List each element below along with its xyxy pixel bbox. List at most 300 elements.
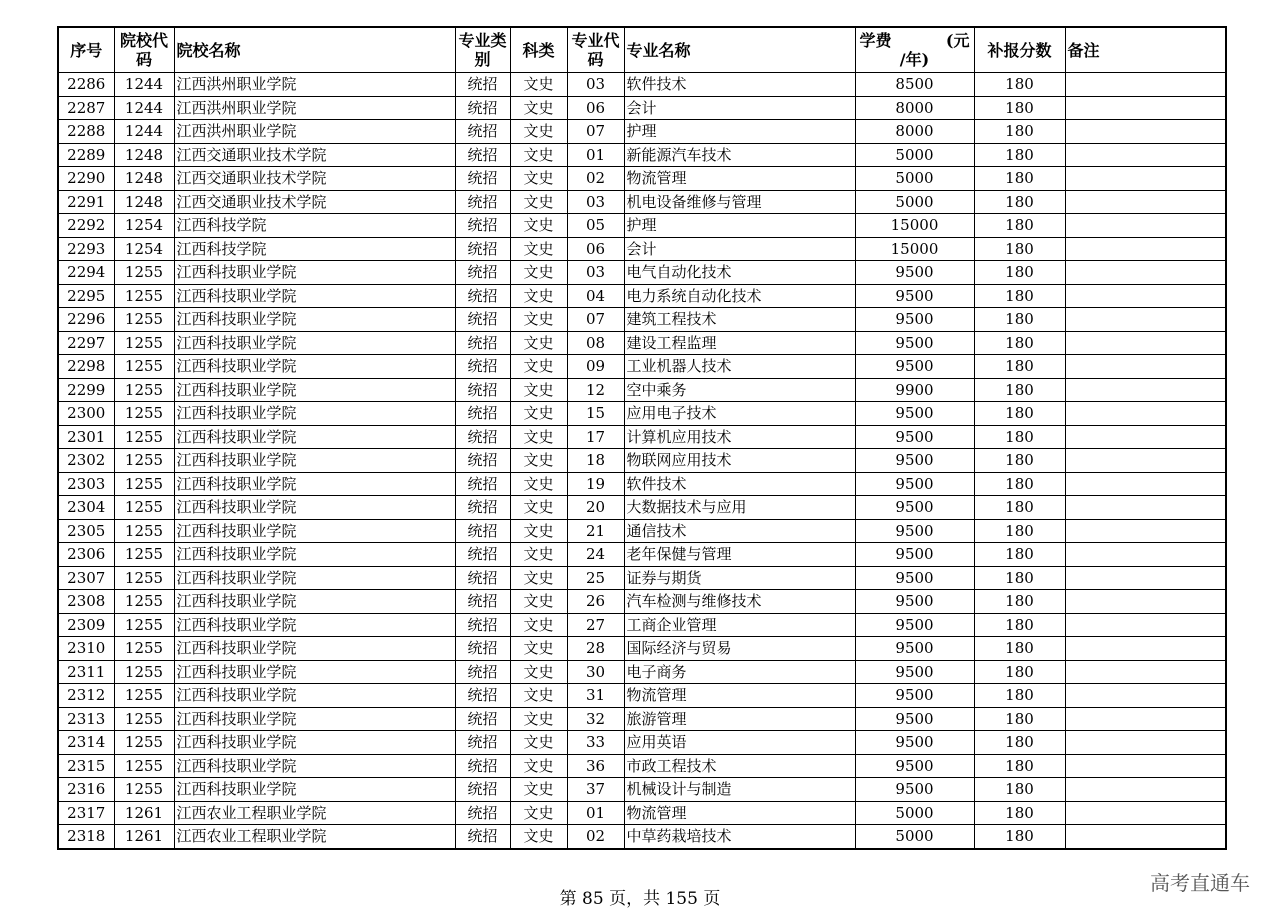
cell-major-type: 统招: [455, 284, 510, 308]
cell-major-code: 03: [567, 261, 624, 285]
cell-major-code: 17: [567, 425, 624, 449]
cell-fee: 9500: [855, 284, 974, 308]
cell-note: [1065, 331, 1226, 355]
cell-score: 180: [974, 778, 1065, 802]
cell-major-type: 统招: [455, 660, 510, 684]
cell-fee: 9500: [855, 425, 974, 449]
cell-school-code: 1255: [114, 613, 174, 637]
cell-school-name: 江西洪州职业学院: [174, 96, 455, 120]
cell-school-code: 1244: [114, 120, 174, 144]
cell-score: 180: [974, 120, 1065, 144]
cell-major-name: 护理: [624, 120, 855, 144]
cell-major-code: 26: [567, 590, 624, 614]
cell-fee: 5000: [855, 190, 974, 214]
header-seq: 序号: [58, 27, 114, 73]
cell-major-name: 机电设备维修与管理: [624, 190, 855, 214]
cell-major-code: 19: [567, 472, 624, 496]
cell-school-code: 1254: [114, 237, 174, 261]
cell-subject: 文史: [510, 707, 567, 731]
cell-subject: 文史: [510, 566, 567, 590]
cell-fee: 9900: [855, 378, 974, 402]
cell-school-name: 江西科技职业学院: [174, 496, 455, 520]
cell-school-name: 江西农业工程职业学院: [174, 825, 455, 849]
cell-school-name: 江西科技职业学院: [174, 778, 455, 802]
cell-major-type: 统招: [455, 449, 510, 473]
cell-note: [1065, 684, 1226, 708]
cell-subject: 文史: [510, 261, 567, 285]
cell-seq: 2288: [58, 120, 114, 144]
cell-fee: 9500: [855, 731, 974, 755]
cell-score: 180: [974, 801, 1065, 825]
table-row: [58, 167, 1226, 191]
cell-major-type: 统招: [455, 590, 510, 614]
cell-score: 180: [974, 96, 1065, 120]
cell-school-code: 1255: [114, 778, 174, 802]
cell-major-type: 统招: [455, 143, 510, 167]
table-row: [58, 707, 1226, 731]
cell-major-name: 通信技术: [624, 519, 855, 543]
cell-major-code: 15: [567, 402, 624, 426]
cell-fee: 9500: [855, 566, 974, 590]
cell-subject: 文史: [510, 190, 567, 214]
cell-major-code: 01: [567, 801, 624, 825]
cell-fee: 15000: [855, 214, 974, 238]
cell-major-code: 12: [567, 378, 624, 402]
cell-note: [1065, 472, 1226, 496]
cell-score: 180: [974, 825, 1065, 849]
cell-subject: 文史: [510, 543, 567, 567]
cell-fee: 9500: [855, 449, 974, 473]
cell-subject: 文史: [510, 590, 567, 614]
cell-major-name: 国际经济与贸易: [624, 637, 855, 661]
cell-major-type: 统招: [455, 707, 510, 731]
cell-major-type: 统招: [455, 519, 510, 543]
cell-note: [1065, 613, 1226, 637]
cell-school-code: 1261: [114, 825, 174, 849]
cell-school-code: 1244: [114, 96, 174, 120]
table-row: [58, 613, 1226, 637]
cell-seq: 2318: [58, 825, 114, 849]
cell-note: [1065, 425, 1226, 449]
cell-school-code: 1248: [114, 143, 174, 167]
cell-school-code: 1255: [114, 331, 174, 355]
cell-fee: 9500: [855, 402, 974, 426]
table-row: [58, 308, 1226, 332]
cell-major-name: 证券与期货: [624, 566, 855, 590]
cell-major-name: 应用电子技术: [624, 402, 855, 426]
cell-note: [1065, 190, 1226, 214]
header-major-name: 专业名称: [624, 27, 855, 73]
cell-school-code: 1255: [114, 519, 174, 543]
cell-school-code: 1248: [114, 190, 174, 214]
cell-seq: 2293: [58, 237, 114, 261]
cell-fee: 9500: [855, 308, 974, 332]
cell-fee: 9500: [855, 613, 974, 637]
cell-subject: 文史: [510, 778, 567, 802]
cell-score: 180: [974, 684, 1065, 708]
table-row: [58, 801, 1226, 825]
cell-school-name: 江西科技职业学院: [174, 566, 455, 590]
cell-subject: 文史: [510, 613, 567, 637]
cell-fee: 9500: [855, 261, 974, 285]
cell-major-type: 统招: [455, 566, 510, 590]
cell-major-name: 汽车检测与维修技术: [624, 590, 855, 614]
cell-subject: 文史: [510, 660, 567, 684]
cell-major-code: 06: [567, 96, 624, 120]
cell-subject: 文史: [510, 801, 567, 825]
cell-fee: 9500: [855, 543, 974, 567]
table-row: [58, 543, 1226, 567]
cell-school-code: 1255: [114, 449, 174, 473]
cell-school-name: 江西科技职业学院: [174, 660, 455, 684]
cell-seq: 2306: [58, 543, 114, 567]
cell-seq: 2298: [58, 355, 114, 379]
cell-note: [1065, 519, 1226, 543]
cell-major-name: 物联网应用技术: [624, 449, 855, 473]
cell-note: [1065, 120, 1226, 144]
cell-note: [1065, 378, 1226, 402]
cell-seq: 2294: [58, 261, 114, 285]
table-row: [58, 496, 1226, 520]
cell-school-code: 1248: [114, 167, 174, 191]
cell-note: [1065, 237, 1226, 261]
cell-fee: 5000: [855, 801, 974, 825]
cell-fee: 9500: [855, 660, 974, 684]
cell-score: 180: [974, 308, 1065, 332]
table-row: [58, 472, 1226, 496]
cell-major-name: 机械设计与制造: [624, 778, 855, 802]
header-note: 备注: [1065, 27, 1226, 73]
table-row: [58, 190, 1226, 214]
cell-major-type: 统招: [455, 825, 510, 849]
cell-subject: 文史: [510, 754, 567, 778]
table-row: [58, 237, 1226, 261]
header-fee-unit-close: /年): [899, 50, 930, 69]
cell-subject: 文史: [510, 402, 567, 426]
cell-fee: 5000: [855, 167, 974, 191]
cell-major-code: 02: [567, 825, 624, 849]
cell-major-code: 08: [567, 331, 624, 355]
cell-school-name: 江西科技职业学院: [174, 519, 455, 543]
table-row: [58, 754, 1226, 778]
cell-fee: 9500: [855, 637, 974, 661]
cell-major-name: 会计: [624, 237, 855, 261]
cell-major-code: 09: [567, 355, 624, 379]
cell-major-name: 软件技术: [624, 73, 855, 97]
cell-major-name: 电子商务: [624, 660, 855, 684]
cell-school-name: 江西科技职业学院: [174, 731, 455, 755]
header-fee-label: 学费: [859, 31, 892, 50]
cell-school-code: 1255: [114, 355, 174, 379]
cell-school-name: 江西科技职业学院: [174, 707, 455, 731]
cell-school-code: 1255: [114, 707, 174, 731]
cell-subject: 文史: [510, 378, 567, 402]
header-fee: [855, 27, 974, 73]
cell-major-code: 02: [567, 167, 624, 191]
cell-major-type: 统招: [455, 778, 510, 802]
cell-subject: 文史: [510, 684, 567, 708]
cell-note: [1065, 778, 1226, 802]
cell-seq: 2286: [58, 73, 114, 97]
cell-note: [1065, 590, 1226, 614]
cell-note: [1065, 308, 1226, 332]
table-row: [58, 778, 1226, 802]
cell-school-name: 江西科技职业学院: [174, 543, 455, 567]
cell-major-name: 工业机器人技术: [624, 355, 855, 379]
cell-score: 180: [974, 660, 1065, 684]
cell-major-name: 空中乘务: [624, 378, 855, 402]
cell-score: 180: [974, 284, 1065, 308]
cell-score: 180: [974, 707, 1065, 731]
cell-note: [1065, 143, 1226, 167]
cell-subject: 文史: [510, 449, 567, 473]
table-row: [58, 261, 1226, 285]
cell-fee: 9500: [855, 778, 974, 802]
cell-school-name: 江西洪州职业学院: [174, 73, 455, 97]
cell-school-code: 1255: [114, 637, 174, 661]
cell-school-code: 1255: [114, 754, 174, 778]
cell-seq: 2304: [58, 496, 114, 520]
header-score: 补报分数: [974, 27, 1065, 73]
cell-major-type: 统招: [455, 237, 510, 261]
header-school-code: 院校代码: [114, 27, 174, 73]
cell-school-name: 江西科技职业学院: [174, 590, 455, 614]
cell-school-code: 1255: [114, 590, 174, 614]
cell-fee: 9500: [855, 519, 974, 543]
cell-major-type: 统招: [455, 120, 510, 144]
cell-seq: 2309: [58, 613, 114, 637]
cell-note: [1065, 660, 1226, 684]
cell-subject: 文史: [510, 472, 567, 496]
cell-school-name: 江西科技学院: [174, 237, 455, 261]
cell-major-type: 统招: [455, 472, 510, 496]
cell-major-code: 03: [567, 190, 624, 214]
cell-major-code: 24: [567, 543, 624, 567]
cell-seq: 2292: [58, 214, 114, 238]
cell-major-name: 会计: [624, 96, 855, 120]
cell-major-code: 01: [567, 143, 624, 167]
cell-major-name: 建设工程监理: [624, 331, 855, 355]
cell-fee: 9500: [855, 707, 974, 731]
cell-subject: 文史: [510, 237, 567, 261]
cell-school-name: 江西洪州职业学院: [174, 120, 455, 144]
cell-major-code: 30: [567, 660, 624, 684]
cell-major-type: 统招: [455, 754, 510, 778]
cell-school-code: 1255: [114, 261, 174, 285]
cell-subject: 文史: [510, 355, 567, 379]
table-row: [58, 96, 1226, 120]
cell-score: 180: [974, 261, 1065, 285]
cell-school-name: 江西科技职业学院: [174, 472, 455, 496]
cell-school-code: 1255: [114, 425, 174, 449]
cell-school-code: 1255: [114, 308, 174, 332]
cell-major-name: 电力系统自动化技术: [624, 284, 855, 308]
cell-school-name: 江西科技职业学院: [174, 613, 455, 637]
table-row: [58, 402, 1226, 426]
cell-major-code: 36: [567, 754, 624, 778]
cell-school-name: 江西科技职业学院: [174, 355, 455, 379]
cell-seq: 2308: [58, 590, 114, 614]
header-major-code: 专业代码: [567, 27, 624, 73]
cell-major-type: 统招: [455, 190, 510, 214]
cell-note: [1065, 754, 1226, 778]
cell-major-type: 统招: [455, 684, 510, 708]
cell-school-code: 1255: [114, 731, 174, 755]
table-row: [58, 660, 1226, 684]
cell-seq: 2311: [58, 660, 114, 684]
cell-major-code: 05: [567, 214, 624, 238]
cell-major-name: 物流管理: [624, 684, 855, 708]
table-row: [58, 449, 1226, 473]
cell-subject: 文史: [510, 143, 567, 167]
cell-seq: 2290: [58, 167, 114, 191]
cell-major-type: 统招: [455, 261, 510, 285]
cell-major-type: 统招: [455, 637, 510, 661]
cell-major-type: 统招: [455, 167, 510, 191]
cell-score: 180: [974, 613, 1065, 637]
cell-score: 180: [974, 519, 1065, 543]
cell-seq: 2297: [58, 331, 114, 355]
cell-score: 180: [974, 402, 1065, 426]
cell-score: 180: [974, 496, 1065, 520]
table-row: [58, 825, 1226, 849]
table-body: [58, 73, 1226, 849]
cell-score: 180: [974, 566, 1065, 590]
cell-school-name: 江西科技职业学院: [174, 378, 455, 402]
table-row: [58, 519, 1226, 543]
cell-subject: 文史: [510, 308, 567, 332]
cell-major-type: 统招: [455, 613, 510, 637]
cell-seq: 2300: [58, 402, 114, 426]
cell-seq: 2302: [58, 449, 114, 473]
cell-score: 180: [974, 214, 1065, 238]
cell-school-code: 1255: [114, 660, 174, 684]
cell-major-type: 统招: [455, 378, 510, 402]
cell-subject: 文史: [510, 214, 567, 238]
cell-note: [1065, 214, 1226, 238]
cell-school-name: 江西科技职业学院: [174, 284, 455, 308]
admission-table: [57, 26, 1227, 850]
cell-major-name: 老年保健与管理: [624, 543, 855, 567]
cell-major-name: 旅游管理: [624, 707, 855, 731]
cell-major-type: 统招: [455, 496, 510, 520]
cell-seq: 2312: [58, 684, 114, 708]
cell-score: 180: [974, 590, 1065, 614]
cell-school-name: 江西科技学院: [174, 214, 455, 238]
cell-major-code: 20: [567, 496, 624, 520]
cell-school-name: 江西科技职业学院: [174, 261, 455, 285]
table-row: [58, 425, 1226, 449]
cell-major-code: 18: [567, 449, 624, 473]
cell-major-code: 32: [567, 707, 624, 731]
cell-major-type: 统招: [455, 402, 510, 426]
cell-major-name: 物流管理: [624, 801, 855, 825]
cell-major-code: 25: [567, 566, 624, 590]
cell-major-code: 06: [567, 237, 624, 261]
cell-major-type: 统招: [455, 425, 510, 449]
cell-note: [1065, 825, 1226, 849]
cell-note: [1065, 261, 1226, 285]
cell-school-code: 1261: [114, 801, 174, 825]
cell-score: 180: [974, 190, 1065, 214]
cell-major-code: 33: [567, 731, 624, 755]
cell-seq: 2291: [58, 190, 114, 214]
cell-note: [1065, 73, 1226, 97]
cell-major-name: 电气自动化技术: [624, 261, 855, 285]
cell-major-name: 新能源汽车技术: [624, 143, 855, 167]
table-row: [58, 355, 1226, 379]
cell-school-name: 江西交通职业技术学院: [174, 190, 455, 214]
cell-major-name: 工商企业管理: [624, 613, 855, 637]
header-fee-unit-open: (元: [945, 31, 970, 50]
cell-score: 180: [974, 167, 1065, 191]
cell-school-code: 1255: [114, 566, 174, 590]
cell-seq: 2295: [58, 284, 114, 308]
table-row: [58, 590, 1226, 614]
cell-fee: 9500: [855, 496, 974, 520]
cell-major-code: 31: [567, 684, 624, 708]
cell-fee: 5000: [855, 825, 974, 849]
cell-fee: 9500: [855, 754, 974, 778]
cell-score: 180: [974, 449, 1065, 473]
cell-school-name: 江西科技职业学院: [174, 449, 455, 473]
cell-note: [1065, 637, 1226, 661]
cell-subject: 文史: [510, 637, 567, 661]
cell-major-name: 物流管理: [624, 167, 855, 191]
cell-score: 180: [974, 378, 1065, 402]
cell-fee: 8000: [855, 120, 974, 144]
cell-school-code: 1244: [114, 73, 174, 97]
cell-seq: 2314: [58, 731, 114, 755]
cell-fee: 8500: [855, 73, 974, 97]
cell-school-name: 江西交通职业技术学院: [174, 167, 455, 191]
cell-school-code: 1255: [114, 378, 174, 402]
cell-seq: 2305: [58, 519, 114, 543]
cell-school-code: 1255: [114, 402, 174, 426]
cell-score: 180: [974, 355, 1065, 379]
cell-note: [1065, 496, 1226, 520]
cell-school-code: 1254: [114, 214, 174, 238]
cell-school-name: 江西科技职业学院: [174, 331, 455, 355]
cell-major-code: 27: [567, 613, 624, 637]
header-major-type: 专业类别: [455, 27, 510, 73]
cell-seq: 2316: [58, 778, 114, 802]
cell-fee: 9500: [855, 590, 974, 614]
cell-school-name: 江西农业工程职业学院: [174, 801, 455, 825]
cell-score: 180: [974, 143, 1065, 167]
table-row: [58, 214, 1226, 238]
cell-major-code: 21: [567, 519, 624, 543]
cell-major-type: 统招: [455, 801, 510, 825]
cell-major-code: 04: [567, 284, 624, 308]
cell-seq: 2313: [58, 707, 114, 731]
cell-major-type: 统招: [455, 331, 510, 355]
cell-fee: 5000: [855, 143, 974, 167]
header-row: [58, 27, 1226, 73]
cell-score: 180: [974, 425, 1065, 449]
cell-score: 180: [974, 637, 1065, 661]
cell-fee: 15000: [855, 237, 974, 261]
cell-major-name: 应用英语: [624, 731, 855, 755]
cell-fee: 9500: [855, 472, 974, 496]
cell-seq: 2303: [58, 472, 114, 496]
cell-score: 180: [974, 73, 1065, 97]
cell-subject: 文史: [510, 96, 567, 120]
cell-seq: 2289: [58, 143, 114, 167]
cell-note: [1065, 543, 1226, 567]
cell-note: [1065, 284, 1226, 308]
cell-subject: 文史: [510, 731, 567, 755]
